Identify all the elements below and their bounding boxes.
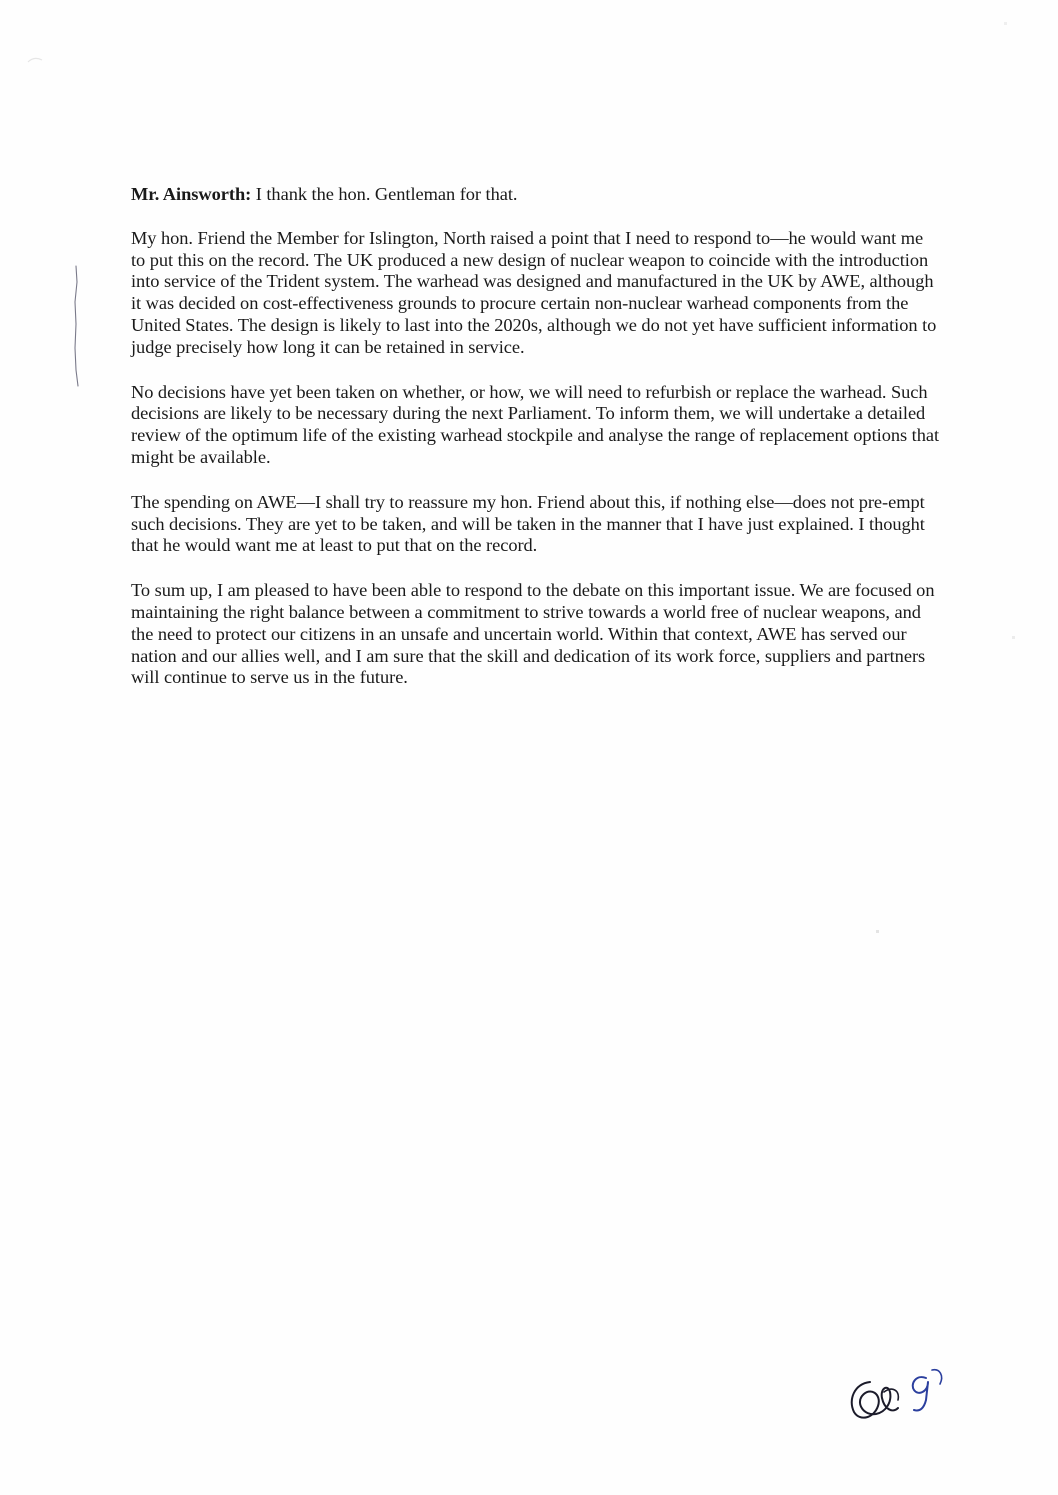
scan-speck <box>876 930 879 933</box>
opening-paragraph <box>131 184 941 206</box>
opening-text: I thank the hon. Gentleman for that. <box>251 184 518 204</box>
paragraph-islington-point: My hon. Friend the Member for Islington, North raised a point that I need to respond to—he would want me to put this on the record. The UK produced a new design of nuclear weapon to coincide with the introduction into service of the Trident system. The warhead was designed and manufactured in the UK by AWE, although it was decided on cost-effectiveness grounds to procure certain non-nuclear warhead components from the United States. The design is likely to last into the 2020s, although we do not yet have sufficient information to judge precisely how long it can be retained in service. <box>131 227 937 357</box>
handwritten-initials-signature <box>840 1356 960 1436</box>
paragraph-sum-up: To sum up, I am pleased to have been able to respond to the debate on this important issue. We are focused on maintaining the right balance between a commitment to strive towards a world free of nuclear weapons, and the need to protect our citizens in an unsafe and uncertain world. Within that context, AWE has served our nation and our allies well, and I am sure that the skill and dedication of its work force, suppliers and partners will continue to serve us in the future. <box>131 580 935 688</box>
corner-scan-mark <box>20 44 60 74</box>
paragraph-awe-spending: The spending on AWE—I shall try to reassure my hon. Friend about this, if nothing else—does not pre-empt such decisions. They are yet to be taken, and will be taken in the manner that I have just explained. I thought that he would want me at least to put that on the record. <box>131 491 925 556</box>
scan-speck <box>1004 22 1007 25</box>
scan-speck <box>1012 636 1015 639</box>
paragraph-warhead-decisions: No decisions have yet been taken on whether, or how, we will need to refurbish or replace the warhead. Such decisions are likely to be necessary during the next Parliament. To inform them, we will undertake a detailed review of the optimum life of the existing warhead stockpile and analyse the range of replacement options that might be available. <box>131 381 940 467</box>
margin-annotation-line <box>60 262 90 392</box>
document-body <box>131 184 941 712</box>
speaker-name: Mr. Ainsworth: <box>131 184 252 204</box>
